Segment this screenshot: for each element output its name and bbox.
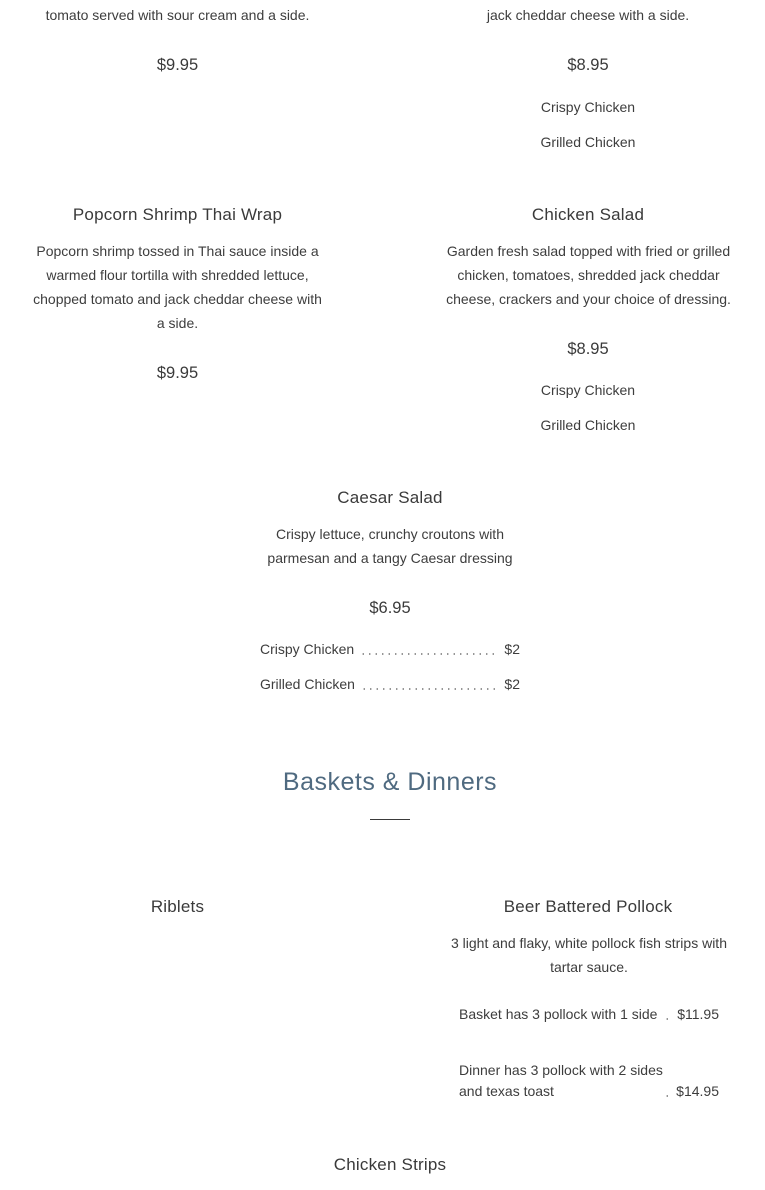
option-label: Dinner has 3 pollock with 2 sides and texas toast	[459, 1062, 663, 1099]
item-title-beer-battered-pollock: Beer Battered Pollock	[503, 897, 673, 916]
item-price-chicken-salad: $8.95	[567, 340, 609, 358]
dot-leader	[664, 1018, 669, 1020]
section-divider	[370, 819, 410, 820]
item-title-caesar-salad: Caesar Salad	[337, 488, 443, 507]
option-grilled-chicken: Grilled Chicken	[540, 134, 636, 150]
item-title-chicken-salad: Chicken Salad	[531, 205, 645, 224]
item-description-top-right: jack cheddar cheese with a side.	[486, 7, 690, 23]
addon-label: Grilled Chicken	[260, 676, 355, 692]
addon-price: $2	[504, 676, 520, 692]
option-row-basket	[459, 1004, 719, 1025]
item-description-top-left: tomato served with sour cream and a side.	[45, 7, 310, 23]
addon-row-grilled-chicken	[260, 674, 520, 694]
item-description-popcorn-shrimp-thai-wrap: Popcorn shrimp tossed in Thai sauce inside a warmed flour tortilla with shredded lettuce, chopped tomato and jack cheddar cheese with a side.	[33, 243, 322, 331]
item-price-top-right: $8.95	[567, 56, 609, 74]
item-title-riblets: Riblets	[150, 897, 205, 916]
option-grilled-chicken: Grilled Chicken	[540, 417, 636, 433]
dot-leader	[360, 653, 498, 655]
item-price-caesar-salad: $6.95	[369, 599, 411, 617]
option-crispy-chicken: Crispy Chicken	[540, 382, 636, 398]
item-price-popcorn-shrimp-thai-wrap: $9.95	[156, 364, 199, 382]
dot-leader	[664, 1095, 668, 1097]
item-description-caesar-salad: Crispy lettuce, crunchy croutons with parmesan and a tangy Caesar dressing	[267, 526, 513, 566]
addon-label: Crispy Chicken	[260, 641, 355, 657]
option-crispy-chicken: Crispy Chicken	[540, 99, 636, 115]
addon-row-crispy-chicken	[260, 639, 520, 659]
section-heading-baskets-dinners: Baskets & Dinners	[282, 768, 498, 796]
item-title-popcorn-shrimp-thai-wrap: Popcorn Shrimp Thai Wrap	[72, 205, 283, 224]
dot-leader	[361, 688, 498, 690]
addon-price: $2	[504, 641, 520, 657]
item-price-top-left: $9.95	[156, 56, 199, 74]
item-description-beer-battered-pollock: 3 light and flaky, white pollock fish strips with tartar sauce.	[451, 935, 727, 975]
option-price: $11.95	[677, 1006, 719, 1022]
item-description-chicken-salad: Garden fresh salad topped with fried or grilled chicken, tomatoes, shredded jack cheddar cheese, crackers and your choice of dressing.	[446, 243, 731, 307]
item-title-chicken-strips: Chicken Strips	[333, 1155, 447, 1174]
option-label: Basket has 3 pollock with 1 side	[459, 1006, 658, 1022]
option-price: $14.95	[676, 1083, 719, 1099]
option-row-dinner	[459, 1060, 719, 1102]
